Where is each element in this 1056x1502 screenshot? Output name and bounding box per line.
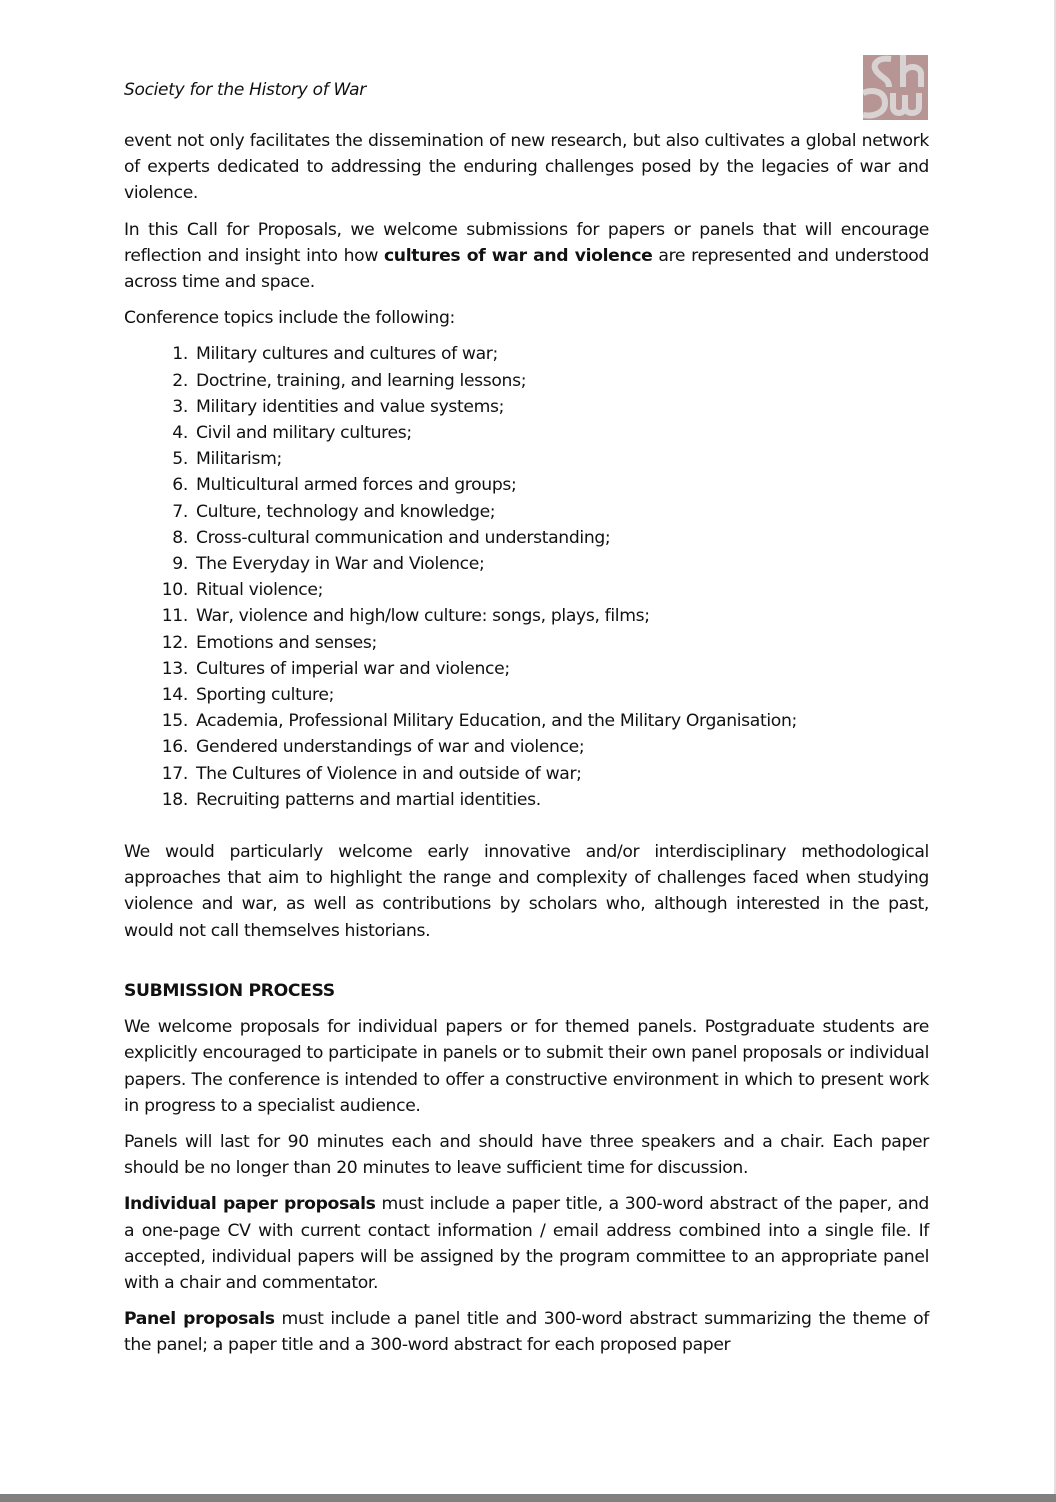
topic-item bbox=[124, 787, 929, 813]
topic-number: 17. bbox=[161, 763, 188, 784]
topic-text: Doctrine, training, and learning lessons; bbox=[196, 370, 527, 391]
topic-item bbox=[124, 525, 929, 551]
topic-number: 18. bbox=[161, 789, 188, 810]
topics-intro: Conference topics include the following: bbox=[124, 308, 455, 329]
topic-item bbox=[124, 499, 929, 525]
topic-number: 11. bbox=[161, 606, 188, 627]
topic-item bbox=[124, 708, 929, 734]
topic-number: 6. bbox=[172, 475, 188, 496]
topic-number: 10. bbox=[161, 580, 188, 601]
topic-text: Multicultural armed forces and groups; bbox=[196, 475, 517, 496]
topic-number: 13. bbox=[161, 658, 188, 679]
topic-item bbox=[124, 630, 929, 656]
topic-text: The Cultures of Violence in and outside of war; bbox=[196, 763, 582, 784]
individual-proposals-label: Individual paper proposals bbox=[124, 1194, 376, 1215]
intro-paragraph-2 bbox=[124, 217, 929, 296]
topic-item bbox=[124, 734, 929, 760]
topic-number: 3. bbox=[172, 396, 188, 417]
society-logo-icon bbox=[863, 55, 928, 120]
topic-number: 15. bbox=[161, 711, 188, 732]
topic-item bbox=[124, 394, 929, 420]
topic-item bbox=[124, 761, 929, 787]
topic-number: 7. bbox=[172, 501, 188, 522]
intro-paragraph-1: event not only facilitates the dissemination of new research, but also cultivates a global network of experts dedicated to addressing the enduring challenges posed by the legacies of war and violence. bbox=[124, 131, 929, 204]
topic-number: 8. bbox=[172, 527, 188, 548]
individual-proposals-text: must include a paper title, a 300-word abstract of the paper, and a one-page CV with current contact information / email address combined into a single file. If accepted, individual papers will be assigned by the program committee to an appropriate panel with a chair and commentator. bbox=[124, 1194, 929, 1293]
topic-item bbox=[124, 682, 929, 708]
topic-text: Gendered understandings of war and violence; bbox=[196, 737, 585, 758]
topic-text: The Everyday in War and Violence; bbox=[196, 554, 485, 575]
topic-number: 5. bbox=[172, 449, 188, 470]
topic-text: Militarism; bbox=[196, 449, 282, 470]
topic-number: 14. bbox=[161, 685, 188, 706]
topic-number: 9. bbox=[172, 554, 188, 575]
panel-proposals-text: must include a panel title and 300-word abstract summarizing the theme of the panel; a paper title and a 300-word abstract for each proposed paper bbox=[124, 1309, 930, 1356]
topic-item bbox=[124, 341, 929, 367]
topic-text: Cross-cultural communication and understanding; bbox=[196, 527, 611, 548]
topic-text: Recruiting patterns and martial identities. bbox=[196, 789, 541, 810]
topic-item bbox=[124, 656, 929, 682]
spacer bbox=[124, 954, 929, 978]
document-body bbox=[124, 128, 929, 1369]
header-society-title: Society for the History of War bbox=[124, 80, 366, 100]
topic-item bbox=[124, 603, 929, 629]
shw-logo-icon bbox=[863, 55, 928, 120]
intro-p2-text-end: are represented and understood across time and space. bbox=[124, 245, 929, 293]
intro-p2-emphasis: cultures of war and violence bbox=[383, 245, 653, 266]
topic-item bbox=[124, 420, 929, 446]
topic-text: Military cultures and cultures of war; bbox=[196, 344, 498, 365]
submission-paragraph-1: We welcome proposals for individual papers or for themed panels. Postgraduate students are explicitly encouraged to participate in panels or to submit their own panel proposals or individual papers. The conference is intended to offer a constructive environment in which to present work in progress to a specialist audience. bbox=[124, 1017, 929, 1116]
topic-text: Cultures of imperial war and violence; bbox=[196, 658, 510, 679]
submission-paragraph-3 bbox=[124, 1191, 929, 1296]
topic-item bbox=[124, 577, 929, 603]
panel-proposals-label: Panel proposals bbox=[124, 1309, 275, 1330]
topic-number: 16. bbox=[161, 737, 188, 758]
submission-heading: SUBMISSION PROCESS bbox=[124, 980, 335, 1001]
topic-text: Ritual violence; bbox=[196, 580, 324, 601]
methods-paragraph: We would particularly welcome early innovative and/or interdisciplinary methodological approaches that aim to highlight the range and complexity of challenges faced when studying violence and war, as well as contributions by scholars who, although interested in the past, would not call themselves historians. bbox=[124, 842, 929, 941]
topic-text: Academia, Professional Military Education, and the Military Organisation; bbox=[196, 711, 797, 732]
topic-text: Culture, technology and knowledge; bbox=[196, 501, 496, 522]
topic-item bbox=[124, 472, 929, 498]
topic-text: Emotions and senses; bbox=[196, 632, 377, 653]
topic-item bbox=[124, 368, 929, 394]
topic-number: 1. bbox=[172, 344, 188, 365]
topic-number: 12. bbox=[161, 632, 188, 653]
submission-paragraph-4 bbox=[124, 1306, 929, 1358]
topic-number: 2. bbox=[172, 370, 188, 391]
topic-text: War, violence and high/low culture: songs, plays, films; bbox=[196, 606, 650, 627]
topic-text: Sporting culture; bbox=[196, 685, 335, 706]
topic-text: Civil and military cultures; bbox=[196, 423, 412, 444]
topic-text: Military identities and value systems; bbox=[196, 396, 505, 417]
topics-list bbox=[124, 341, 929, 813]
submission-paragraph-2: Panels will last for 90 minutes each and should have three speakers and a chair. Each paper should be no longer than 20 minutes to leave sufficient time for discussion. bbox=[124, 1131, 929, 1179]
topic-item bbox=[124, 551, 929, 577]
intro-p2-text: In this Call for Proposals, we welcome submissions for papers or panels that will encourage reflection and insight into how bbox=[124, 219, 929, 266]
topic-item bbox=[124, 446, 929, 472]
topic-number: 4. bbox=[172, 423, 188, 444]
